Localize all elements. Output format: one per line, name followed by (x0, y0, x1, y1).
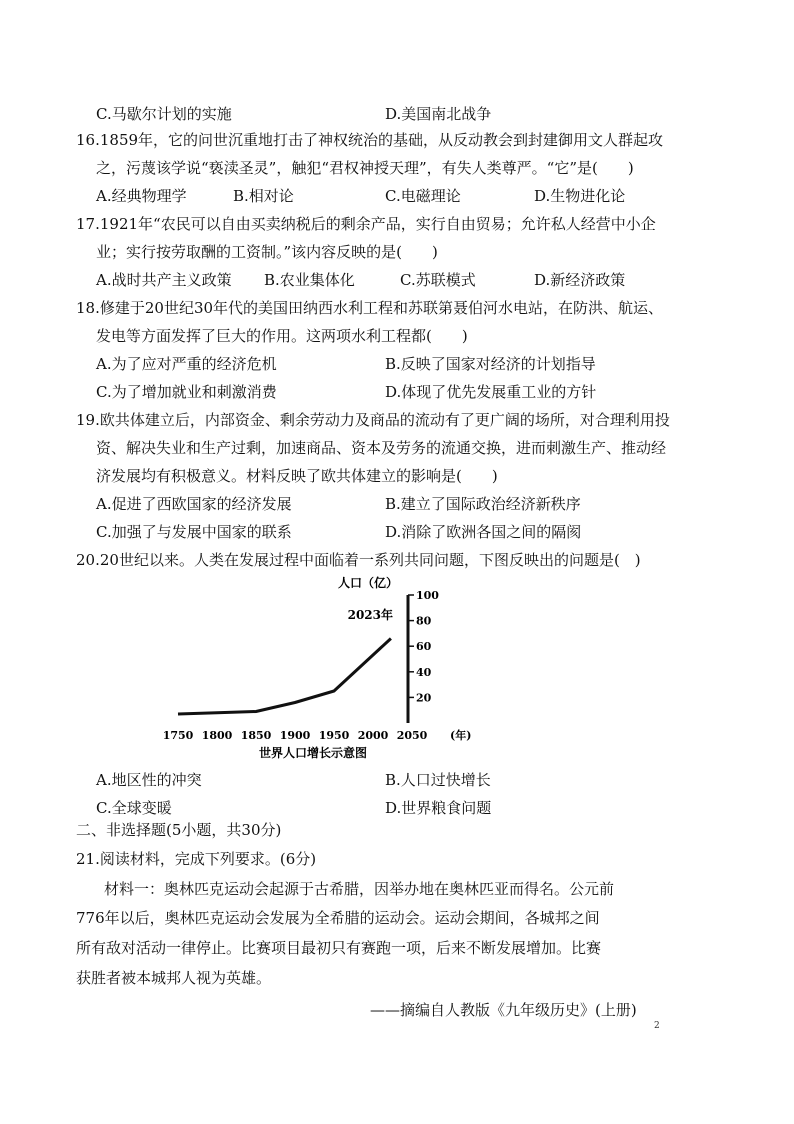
q17-option-a: A.战时共产主义政策 (96, 271, 232, 289)
chart-y-tick-label: 60 (416, 640, 432, 654)
page-number: 2 (654, 1021, 660, 1031)
chart-y-tick-label: 40 (416, 665, 432, 679)
chart-y-tick-label: 20 (416, 691, 432, 705)
chart-xlabel: (年) (450, 729, 472, 742)
chart-x-tick-label: 1950 (318, 729, 350, 742)
q16-stem-line2: 之，污蔑该学说“亵渎圣灵”，触犯“君权神授天理”，有失人类尊严。“它”是( ) (96, 159, 634, 177)
q20-stem: 20.20世纪以来。人类在发展过程中面临着一系列共同问题，下图反映出的问题是( ) (76, 551, 641, 569)
chart-series-line (178, 639, 391, 715)
q17-option-c: C.苏联模式 (400, 271, 476, 289)
chart-ylabel: 人口（亿） (337, 576, 399, 590)
q21-source: ——摘编自人教版《九年级历史》(上册) (370, 1001, 637, 1019)
population-chart (160, 573, 480, 763)
q19-option-b: B.建立了国际政治经济新秩序 (385, 495, 581, 513)
q19-stem-line3: 济发展均有积极意义。材料反映了欧共体建立的影响是( ) (96, 467, 498, 485)
q18-option-a: A.为了应对严重的经济危机 (96, 355, 277, 373)
chart-x-tick-label: 2050 (396, 729, 428, 742)
q16-option-c: C.电磁理论 (385, 187, 461, 205)
q17-option-b: B.农业集体化 (264, 271, 355, 289)
q18-option-b: B.反映了国家对经济的计划指导 (385, 355, 596, 373)
q15-option-c: C.马歇尔计划的实施 (96, 105, 232, 123)
chart-x-tick-label: 1900 (279, 729, 311, 742)
q19-stem-line2: 资、解决失业和生产过剩，加速商品、资本及劳务的流通交换，进而刺激生产、推动经 (96, 439, 667, 457)
q17-stem-line1: 17.1921年“农民可以自由买卖纳税后的剩余产品，实行自由贸易；允许私人经营中小企 (76, 215, 656, 233)
q17-option-d: D.新经济政策 (534, 271, 626, 289)
q18-stem-line2: 发电等方面发挥了巨大的作用。这两项水利工程都( ) (96, 327, 468, 345)
q19-option-c: C.加强了与发展中国家的联系 (96, 523, 292, 541)
chart-y-tick-label: 80 (416, 614, 432, 628)
q17-stem-line2: 业；实行按劳取酬的工资制。”该内容反映的是( ) (96, 243, 438, 261)
q21-material-line4: 获胜者被本城邦人视为英雄。 (76, 969, 272, 987)
q16-stem-line1: 16.1859年，它的问世沉重地打击了神权统治的基础，从反动教会到封建御用文人群起攻 (76, 131, 664, 149)
chart-x-tick-label: 2000 (357, 729, 389, 742)
chart-title: 世界人口增长示意图 (258, 746, 368, 760)
q16-option-d: D.生物进化论 (534, 187, 626, 205)
q16-option-a: A.经典物理学 (96, 187, 187, 205)
q20-option-a: A.地区性的冲突 (96, 771, 202, 789)
q20-option-d: D.世界粮食问题 (385, 799, 492, 817)
section-title: 二、非选择题(5小题，共30分) (76, 821, 282, 839)
q15-option-d: D.美国南北战争 (385, 105, 492, 123)
q18-option-d: D.体现了优先发展重工业的方针 (385, 383, 597, 401)
chart-x-tick-label: 1850 (240, 729, 272, 742)
q21-material-line3: 所有敌对活动一律停止。比赛项目最初只有赛跑一项，后来不断发展增加。比赛 (76, 939, 602, 957)
q18-stem-line1: 18.修建于20世纪30年代的美国田纳西水利工程和苏联第聂伯河水电站，在防洪、航运、 (76, 299, 664, 317)
q20-option-c: C.全球变暖 (96, 799, 172, 817)
chart-x-tick-label: 1750 (162, 729, 194, 742)
q19-option-d: D.消除了欧洲各国之间的隔阂 (385, 523, 582, 541)
q21-material-line1: 材料一：奥林匹克运动会起源于古希腊，因举办地在奥林匹亚而得名。公元前 (104, 880, 615, 898)
q18-option-c: C.为了增加就业和刺激消费 (96, 383, 277, 401)
chart-annotation: 2023年 (347, 608, 393, 622)
q21-stem: 21.阅读材料，完成下列要求。(6分) (76, 850, 317, 868)
chart-y-tick-label: 100 (416, 589, 439, 602)
q19-option-a: A.促进了西欧国家的经济发展 (96, 495, 292, 513)
q21-material-line2: 776年以后，奥林匹克运动会发展为全希腊的运动会。运动会期间，各城邦之间 (76, 909, 600, 927)
q16-option-b: B.相对论 (233, 187, 294, 205)
q20-option-b: B.人口过快增长 (385, 771, 491, 789)
q19-stem-line1: 19.欧共体建立后，内部资金、剩余劳动力及商品的流动有了更广阔的场所，对合理利用投 (76, 411, 670, 429)
chart-x-tick-label: 1800 (201, 729, 233, 742)
